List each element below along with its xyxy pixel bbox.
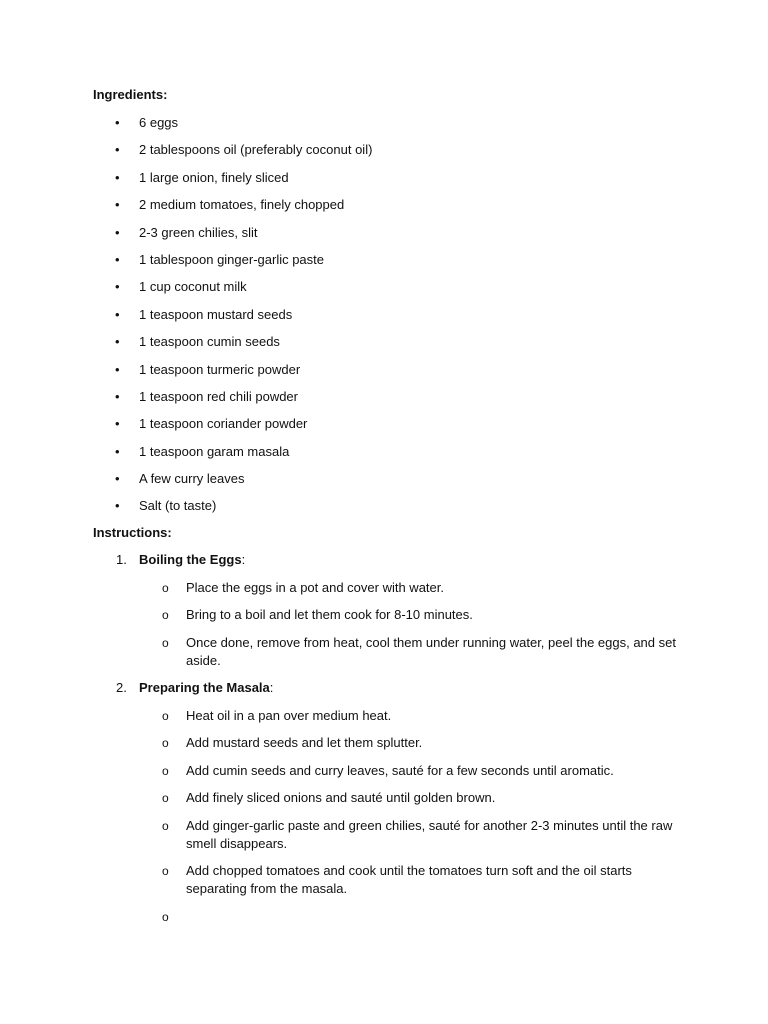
bullet-icon: • [115, 142, 120, 158]
sub-bullet-icon: o [162, 709, 169, 723]
ingredients-list [0, 114, 768, 525]
substep-text: Add mustard seeds and let them splutter. [186, 735, 423, 750]
ingredient-item [0, 224, 768, 251]
step-number: 2. [116, 680, 127, 695]
ingredient-text: 1 teaspoon cumin seeds [139, 334, 280, 350]
ingredient-item [0, 306, 768, 333]
ingredient-text: 1 cup coconut milk [139, 279, 247, 295]
bullet-icon: • [115, 197, 120, 213]
substep-text: Add cumin seeds and curry leaves, sauté for a few seconds until aromatic. [186, 763, 614, 778]
ingredient-item [0, 196, 768, 223]
sub-bullet-icon: o [162, 791, 169, 805]
ingredient-text: 2 tablespoons oil (preferably coconut oil) [139, 142, 373, 158]
bullet-icon: • [115, 306, 120, 322]
ingredient-item [0, 470, 768, 497]
sub-bullet-icon: o [162, 608, 169, 622]
bullet-icon: • [115, 471, 120, 487]
step-title-text: Boiling the Eggs [139, 552, 242, 567]
substep-text: Add finely sliced onions and sauté until golden brown. [186, 790, 496, 805]
step-number: 1. [116, 552, 127, 567]
instructions-heading: Instructions: [93, 525, 172, 540]
ingredient-text: 1 teaspoon garam masala [139, 443, 290, 459]
bullet-icon: • [115, 443, 120, 459]
ingredient-item [0, 333, 768, 360]
bullet-icon: • [115, 251, 120, 267]
substep-text: Bring to a boil and let them cook for 8-10 minutes. [186, 607, 473, 622]
ingredient-item [0, 114, 768, 141]
ingredient-item [0, 388, 768, 415]
step-title-suffix: : [241, 552, 246, 567]
sub-bullet-icon: o [162, 864, 169, 878]
bullet-icon: • [115, 115, 120, 130]
ingredient-text: 1 teaspoon turmeric powder [139, 361, 301, 377]
sub-bullet-icon: o [162, 910, 169, 924]
substep-text: Once done, remove from heat, cool them under running water, peel the eggs, and set aside. [186, 635, 676, 668]
ingredients-heading: Ingredients: [93, 87, 168, 102]
substep-text: Place the eggs in a pot and cover with water. [186, 580, 444, 595]
substep-text: Add chopped tomatoes and cook until the tomatoes turn soft and the oil starts separating from the masala. [186, 863, 632, 896]
ingredient-item [0, 251, 768, 278]
substep-text: Heat oil in a pan over medium heat. [186, 708, 392, 723]
step-title-suffix: : [269, 680, 274, 695]
bullet-icon: • [115, 416, 120, 432]
ingredient-text: 1 large onion, finely sliced [139, 169, 289, 185]
ingredient-text: 1 teaspoon red chili powder [139, 388, 298, 404]
ingredient-item [0, 141, 768, 168]
ingredient-text: 1 teaspoon mustard seeds [139, 306, 293, 322]
sub-bullet-icon: o [162, 581, 169, 595]
ingredient-item [0, 361, 768, 388]
substep-text: Add ginger-garlic paste and green chilies, sauté for another 2-3 minutes until the raw smell disappears. [186, 818, 673, 851]
ingredient-text: 1 tablespoon ginger-garlic paste [139, 251, 325, 267]
sub-bullet-icon: o [162, 819, 169, 833]
ingredient-text: A few curry leaves [139, 471, 245, 487]
bullet-icon: • [115, 334, 120, 350]
ingredient-text: Salt (to taste) [139, 498, 217, 514]
ingredient-text: 2 medium tomatoes, finely chopped [139, 197, 345, 213]
bullet-icon: • [115, 224, 120, 240]
ingredient-item [0, 497, 768, 524]
ingredient-text: 2-3 green chilies, slit [139, 224, 258, 240]
ingredient-item [0, 169, 768, 196]
sub-bullet-icon: o [162, 764, 169, 778]
bullet-icon: • [115, 498, 120, 514]
ingredient-text: 1 teaspoon coriander powder [139, 416, 308, 432]
bullet-icon: • [115, 169, 120, 185]
bullet-icon: • [115, 279, 120, 295]
sub-bullet-icon: o [162, 636, 169, 650]
ingredient-item [0, 278, 768, 305]
ingredient-text: 6 eggs [139, 115, 179, 130]
ingredient-item [0, 443, 768, 470]
bullet-icon: • [115, 361, 120, 377]
ingredient-item [0, 415, 768, 442]
step-title [139, 551, 245, 569]
step-title-text: Preparing the Masala [139, 680, 270, 695]
sub-bullet-icon: o [162, 736, 169, 750]
bullet-icon: • [115, 388, 120, 404]
step-title [139, 679, 273, 697]
